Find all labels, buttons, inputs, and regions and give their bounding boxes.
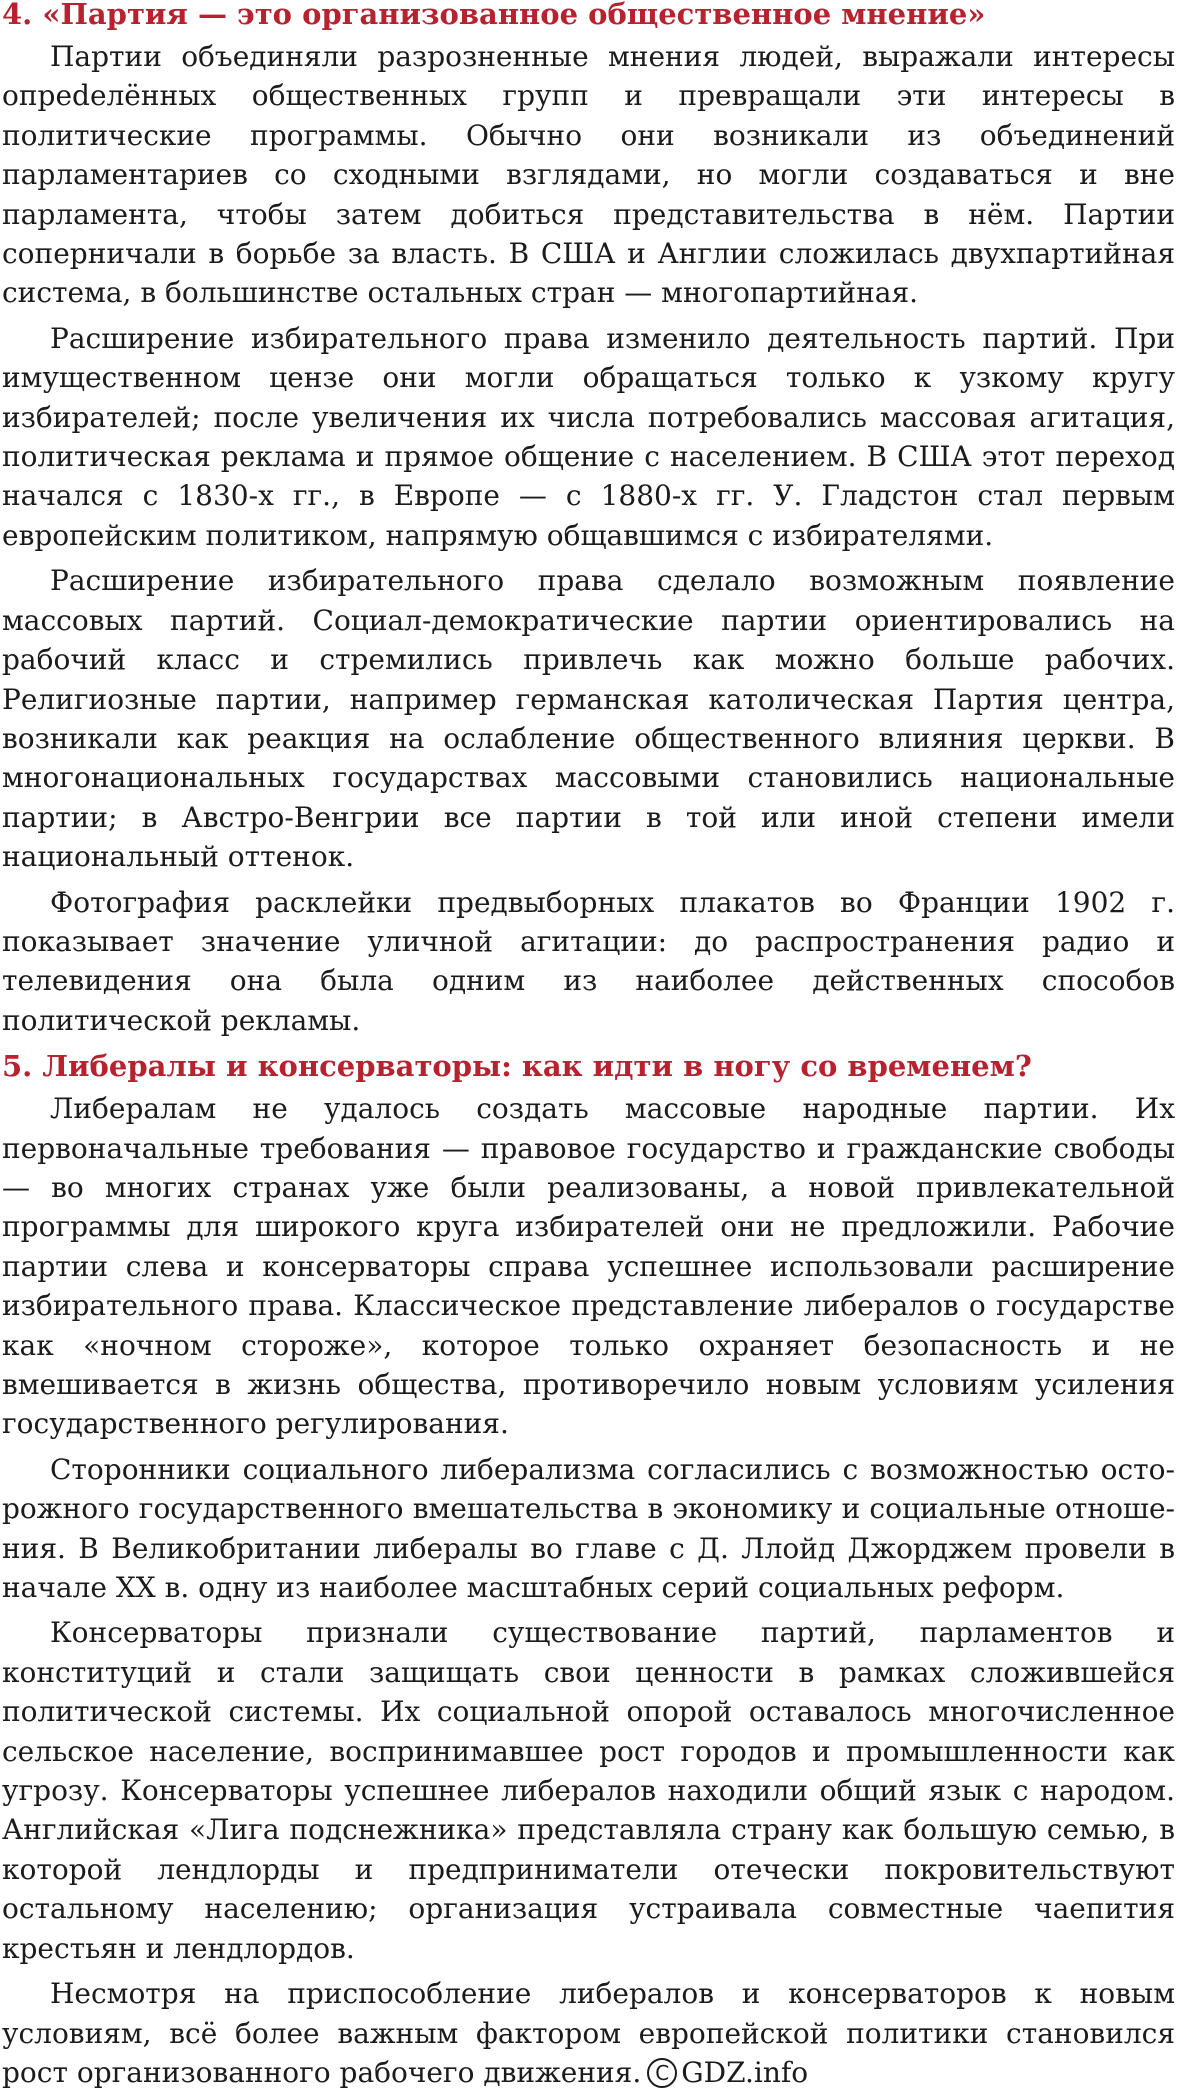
section-4-paragraph-3: Расширение избирательного права сделало возможным появление массовых партий. Социал-демократические партии ориентировались на рабочий класс и стремились привлечь как можно больше рабочих. Религиозные партии, например германская католическая Партия центра, возникали как реакция на ослабление общественного влияния церкви. В многонациональных государствах массовыми становились национальные партии; в Австро-Венгрии все партии в той или иной степени имели национальный оттенок. bbox=[2, 564, 1175, 874]
source-credit-text: GDZ.info bbox=[681, 2055, 809, 2089]
section-5-heading: 5. Либералы и консерваторы: как идти в ногу со временем? bbox=[2, 1049, 1032, 1084]
section-4-heading: 4. «Партия — это организованное общественное мнение» bbox=[2, 0, 986, 31]
source-credit bbox=[641, 2056, 808, 2089]
section-5-paragraph-3: Консерваторы признали существование партий, парламентов и конституций и стали защищать свои ценности в рамках сложившейся политической системы. Их социальной опорой оставалось многочисленное сельское население, воспринимавшее рост городов и промышленности как угрозу. Консерваторы успешнее либералов находили общий язык с народом. Английская «Лига подснежника» представляла страну как большую семью, в которой лендлорды и предприниматели отечески покровительствуют остальному населению; организация устраивала совместные чаепития крестьян и лендлордов. bbox=[2, 1616, 1175, 1965]
section-4-paragraph-4: Фотография расклейки предвыборных плакатов во Франции 1902 г. показывает значение уличной агитации: до распространения радио и телевидения она была одним из наиболее действенных способов политической рекламы. bbox=[2, 885, 1175, 1037]
section-5-paragraph-4-text: Несмотря на приспособление либералов и консерваторов к новым условиям, всё более важным фактором европейской политики становился рост организованного рабочего движения. bbox=[2, 1977, 1175, 2089]
copyright-icon: C bbox=[647, 2058, 677, 2088]
section-4-paragraph-1: Партии объединяли разрозненные мнения людей, выражали интересы опреdелённых общественных групп и превращали эти интересы в политические программы. Обычно они возникали из объединений парламентариев со сходными взглядами, но могли создаваться и вне парламента, чтобы затем добиться представительства в нём. Партии соперничали в борьбе за власть. В США и Англии сложилась двухпартийная система, в большинстве остальных стран — многопартийная. bbox=[2, 40, 1175, 310]
section-5-paragraph-4 bbox=[2, 1974, 1175, 2092]
section-4-paragraph-2: Расширение избирательного права изменило деятельность партий. При имущественном цензе они могли обращаться только к узкому кругу избирателей; после увеличения их числа потребовались массовая агитация, политическая реклама и прямое общение с населением. В США этот переход начался с 1830-х гг., в Европе — с 1880-х гг. У. Гладстон стал первым европейским политиком, напрямую общавшимся с избирателями. bbox=[2, 321, 1175, 552]
section-5-paragraph-2: Сторонники социального либерализма согласились с возможностью осторожного государственного вмешательства в экономику и социальные отношения. В Великобритании либералы во главе с Д. Ллойд Джорджем провели в начале XX в. одну из наиболее масштабных серий социальных реформ. bbox=[2, 1452, 1175, 1605]
section-5-paragraph-1: Либералам не удалось создать массовые народные партии. Их первоначальные требования — правовое государство и гражданские свободы — во многих странах уже были реализованы, а новой привлекательной программы для широкого круга избирателей они не предложили. Рабочие партии слева и консерваторы справа успешнее использовали расширение избирательного права. Классическое представление либералов о государстве как «ночном стороже», которое только охраняет безопасность и не вмешивается в жизнь общества, противоречило новым условиям усиления государственного регулирования. bbox=[2, 1092, 1175, 1441]
